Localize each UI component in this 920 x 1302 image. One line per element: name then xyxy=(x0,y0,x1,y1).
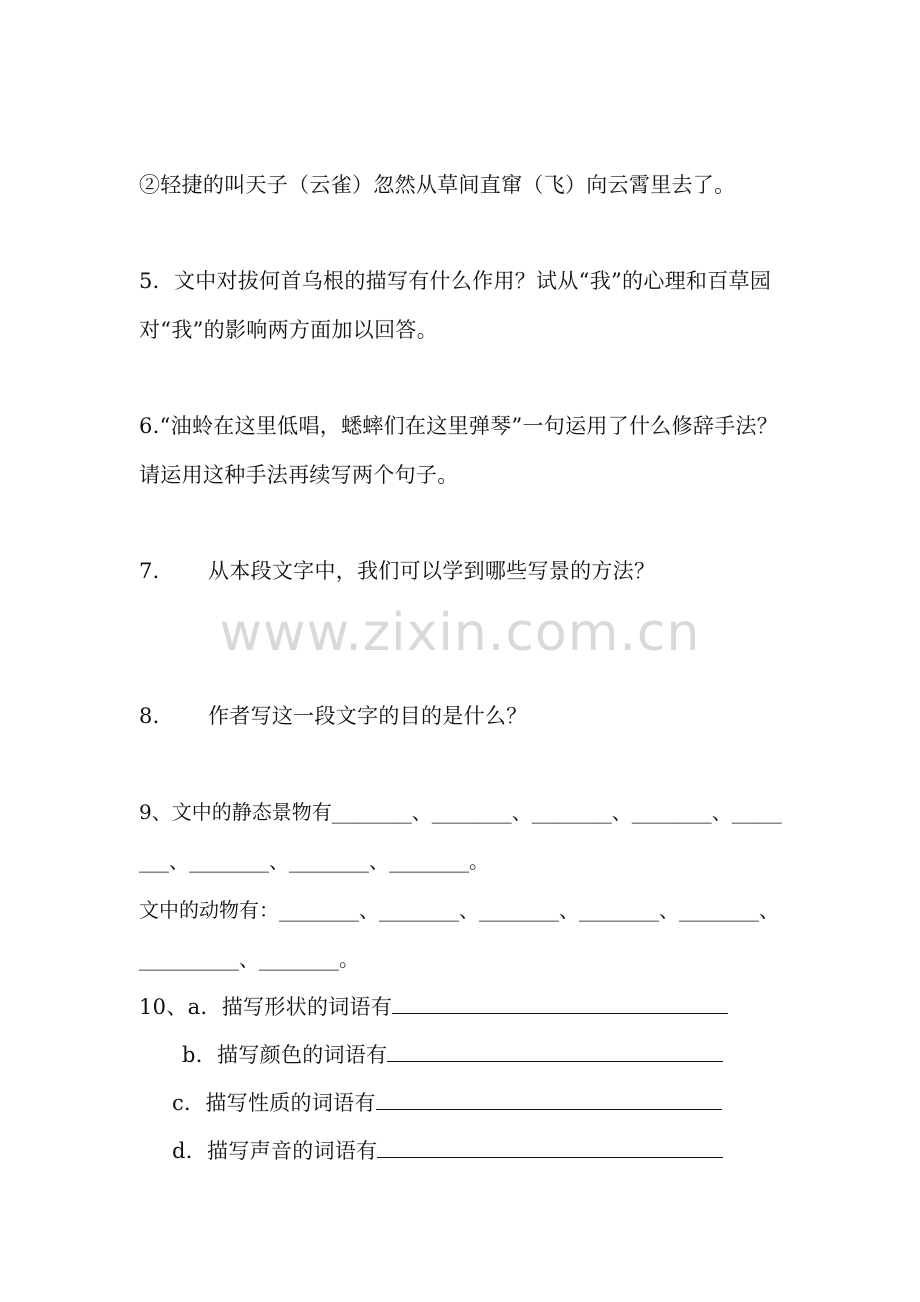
watermark: www.zixin.com.cn xyxy=(219,603,701,663)
question-5-line-2: 对“我”的影响两方面加以回答。 xyxy=(139,318,438,342)
question-8-text: 作者写这一段文字的目的是什么？ xyxy=(207,704,528,728)
sentence-2: ②轻捷的叫天子（云雀）忽然从草间直窜（飞）向云霄里去了。 xyxy=(139,173,736,197)
question-6-line-2: 请运用这种手法再续写两个句子。 xyxy=(139,463,459,487)
question-7-number: 7． xyxy=(139,559,174,583)
question-9-line-1: 9、文中的静态景物有________、________、________、________、_____ xyxy=(139,800,782,824)
question-7 xyxy=(139,558,655,584)
question-9-line-2: ___、________、________、________。 xyxy=(139,849,489,873)
answer-blank-c[interactable] xyxy=(376,1091,722,1110)
question-8-number: 8． xyxy=(139,704,174,728)
answer-blank-a[interactable] xyxy=(392,995,728,1014)
question-10-c-text: c．描写性质的词语有 xyxy=(172,1091,376,1115)
question-9-line-4: __________、________。 xyxy=(139,947,359,971)
question-10-c xyxy=(172,1090,722,1116)
answer-blank-b[interactable] xyxy=(387,1043,723,1062)
question-10-d-text: d．描写声音的词语有 xyxy=(172,1139,378,1163)
question-10-b xyxy=(182,1042,723,1068)
question-10-a xyxy=(139,994,728,1020)
question-7-text: 从本段文字中，我们可以学到哪些写景的方法？ xyxy=(207,559,656,583)
question-9-line-3: 文中的动物有：________、________、________、________、________、 xyxy=(139,898,779,922)
question-10-b-text: b．描写颜色的词语有 xyxy=(182,1043,388,1067)
question-6-line-1: 6.“油蛉在这里低唱，蟋蟀们在这里弹琴”一句运用了什么修辞手法？ xyxy=(139,414,779,438)
question-5-line-1: 5．文中对拔何首乌根的描写有什么作用？试从“我”的心理和百草园 xyxy=(139,269,772,293)
answer-blank-d[interactable] xyxy=(377,1139,723,1158)
question-10-d xyxy=(172,1138,723,1164)
question-8 xyxy=(139,703,527,729)
question-10-a-text: 10、a．描写形状的词语有 xyxy=(139,995,393,1019)
